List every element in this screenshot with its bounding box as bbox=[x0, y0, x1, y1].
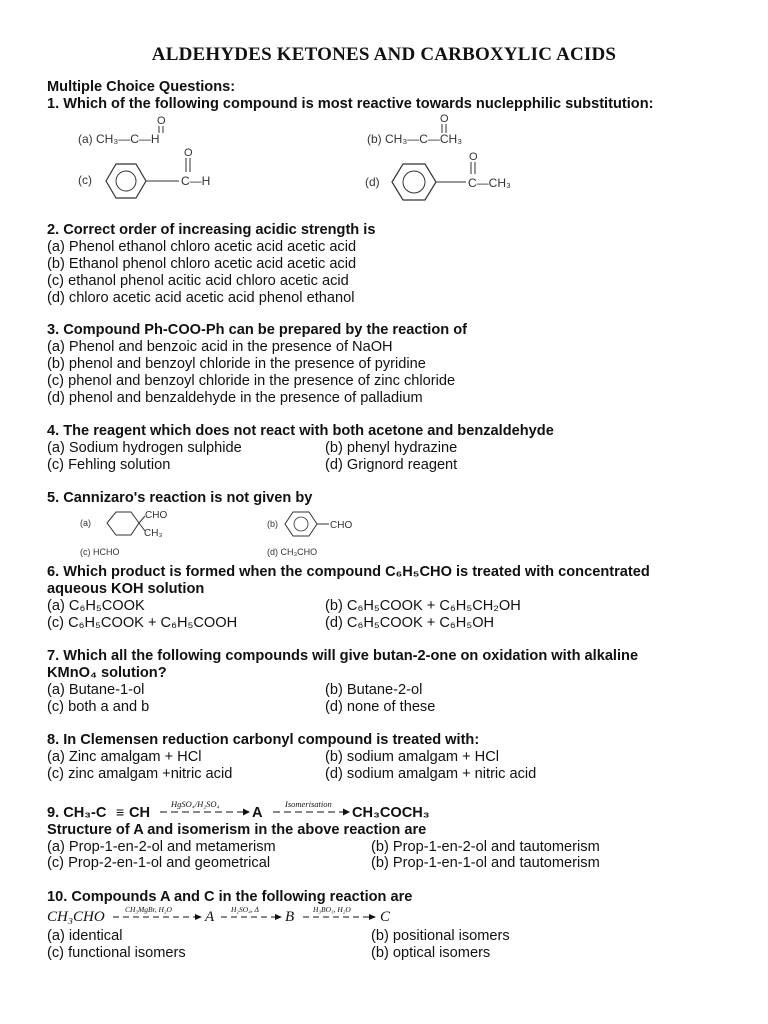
question-10-option: (b) optical isomers bbox=[371, 945, 491, 961]
question-7-stem: 7. Which all the following compounds will give butan-2-one on oxidation with alkaline bbox=[47, 648, 639, 664]
q10-compound-b: B bbox=[285, 909, 295, 925]
q10-arrowhead-3 bbox=[369, 914, 376, 920]
question-10-stem: 10. Compounds A and C in the following reaction are bbox=[47, 889, 413, 905]
question-6-option: (a) C₆H₅COOK bbox=[47, 598, 145, 614]
question-8-option: (c) zinc amalgam +nitric acid bbox=[47, 766, 233, 782]
q5-cyclohexane-ring bbox=[107, 512, 139, 535]
q10-compound-c: C bbox=[380, 909, 391, 925]
question-4-option: (a) Sodium hydrogen sulphide bbox=[47, 440, 242, 456]
question-10-option: (c) functional isomers bbox=[47, 945, 186, 961]
question-4-option: (d) Grignord reagent bbox=[325, 457, 458, 473]
q5-b-cho: CHO bbox=[330, 520, 353, 531]
q1-option-c-group: C—H bbox=[181, 174, 211, 188]
question-7-option: (b) Butane-2-ol bbox=[325, 682, 423, 698]
q9-reagent-2: Isomerisation bbox=[285, 799, 332, 809]
question-6-stem: 6. Which product is formed when the compound C₆H₅CHO is treated with concentrated bbox=[47, 564, 650, 580]
q9-reactant: 9. CH₃-C bbox=[47, 805, 107, 821]
q9-arrowhead-2 bbox=[343, 809, 350, 816]
q10-reagent-2: H₂SO₄, Δ bbox=[231, 905, 259, 914]
q9-reagent-1: HgSO₄/H₂SO₄ bbox=[171, 799, 220, 809]
q1-option-d-label: (d) bbox=[365, 175, 380, 189]
q1-oxygen-c: O bbox=[184, 147, 193, 159]
question-6-option: (c) C₆H₅COOK + C₆H₅COOH bbox=[47, 615, 238, 631]
q9-triple-bond: ≡ bbox=[116, 804, 125, 820]
question-6-stem-continued: aqueous KOH solution bbox=[47, 581, 205, 597]
q9-reactant-ch: CH bbox=[129, 805, 151, 821]
q1-option-b-formula: (b) CH₃—C—CH₃ bbox=[367, 132, 463, 146]
q5-a-cho: CHO bbox=[145, 510, 168, 521]
question-9-stem: Structure of A and isomerism in the above reaction are bbox=[47, 822, 427, 838]
q5-a-ch3: CH₃ bbox=[144, 528, 163, 539]
q10-arrowhead-2 bbox=[275, 914, 282, 920]
q10-reaction-scheme bbox=[47, 904, 407, 928]
question-2-option: (c) ethanol phenol acitic acid chloro acetic acid bbox=[47, 273, 349, 289]
question-7-option: (c) both a and b bbox=[47, 699, 150, 715]
q9-reaction-scheme bbox=[47, 796, 467, 824]
q5-option-c: (c) HCHO bbox=[80, 547, 120, 557]
q1-oxygen-b: O bbox=[440, 113, 449, 125]
question-6-option: (d) C₆H₅COOK + C₆H₅OH bbox=[325, 615, 495, 631]
question-10-option: (b) positional isomers bbox=[371, 928, 510, 944]
question-3-option: (b) phenol and benzoyl chloride in the presence of pyridine bbox=[47, 356, 426, 372]
q10-arrowhead-1 bbox=[195, 914, 202, 920]
question-2-option: (d) chloro acetic acid acetic acid phenol ethanol bbox=[47, 290, 355, 306]
q10-reagent-3: H₃BO₃, H₂O bbox=[313, 905, 351, 914]
question-3-option: (d) phenol and benzaldehyde in the presence of palladium bbox=[47, 390, 423, 406]
question-9-option: (b) Prop-1-en-2-ol and tautomerism bbox=[371, 839, 600, 855]
q1-oxygen-a: O bbox=[157, 115, 166, 127]
q5-benzene-ring-b bbox=[285, 512, 317, 536]
question-9-option: (c) Prop-2-en-1-ol and geometrical bbox=[47, 855, 271, 871]
q5-option-d: (d) CH₃CHO bbox=[267, 547, 318, 557]
question-7-option: (d) none of these bbox=[325, 699, 436, 715]
q10-reactant: CH₃CHO bbox=[47, 909, 105, 925]
q1-oxygen-d: O bbox=[469, 151, 478, 163]
question-2-stem: 2. Correct order of increasing acidic strength is bbox=[47, 222, 376, 238]
question-4-option: (b) phenyl hydrazine bbox=[325, 440, 458, 456]
question-3-option: (a) Phenol and benzoic acid in the presence of NaOH bbox=[47, 339, 393, 355]
question-2-option: (a) Phenol ethanol chloro acetic acid acetic acid bbox=[47, 239, 357, 255]
question-8-option: (a) Zinc amalgam + HCl bbox=[47, 749, 202, 765]
question-7-option: (a) Butane-1-ol bbox=[47, 682, 145, 698]
question-10-option: (a) identical bbox=[47, 928, 123, 944]
question-9-option: (b) Prop-1-en-1-ol and tautomerism bbox=[371, 855, 600, 871]
q1-structures-figure bbox=[62, 112, 592, 202]
q1-benzene-ring-c bbox=[106, 164, 146, 198]
page-title: ALDEHYDES KETONES AND CARBOXYLIC ACIDS bbox=[151, 44, 617, 65]
question-5-stem: 5. Cannizaro's reaction is not given by bbox=[47, 490, 313, 506]
question-4-option: (c) Fehling solution bbox=[47, 457, 171, 473]
section-heading: Multiple Choice Questions: bbox=[47, 79, 236, 95]
q5-option-b-label: (b) bbox=[267, 519, 278, 529]
q10-reagent-1: CH₃MgBr, H₂O bbox=[125, 905, 172, 914]
question-1-stem: 1. Which of the following compound is most reactive towards nuclepphilic substitution: bbox=[47, 96, 654, 112]
question-8-option: (d) sodium amalgam + nitric acid bbox=[325, 766, 537, 782]
q9-arrowhead-1 bbox=[243, 809, 250, 816]
q9-product: CH₃COCH₃ bbox=[352, 805, 430, 821]
q10-compound-a: A bbox=[205, 909, 215, 925]
q1-option-a-formula: (a) CH₃—C—H bbox=[78, 132, 160, 146]
q1-benzene-ring-d bbox=[392, 164, 436, 200]
q5-structures-figure bbox=[47, 505, 417, 563]
question-6-option: (b) C₆H₅COOK + C₆H₅CH₂OH bbox=[325, 598, 521, 614]
question-8-stem: 8. In Clemensen reduction carbonyl compound is treated with: bbox=[47, 732, 480, 748]
question-9-option: (a) Prop-1-en-2-ol and metamerism bbox=[47, 839, 276, 855]
question-7-stem-continued: KMnO₄ solution? bbox=[47, 665, 167, 681]
q9-intermediate: A bbox=[252, 805, 263, 821]
q1-option-d-group: C—CH₃ bbox=[468, 176, 511, 190]
question-8-option: (b) sodium amalgam + HCl bbox=[325, 749, 499, 765]
question-2-option: (b) Ethanol phenol chloro acetic acid acetic acid bbox=[47, 256, 357, 272]
question-3-stem: 3. Compound Ph-COO-Ph can be prepared by the reaction of bbox=[47, 322, 468, 338]
question-3-option: (c) phenol and benzoyl chloride in the presence of zinc chloride bbox=[47, 373, 456, 389]
q1-option-c-label: (c) bbox=[78, 173, 92, 187]
q5-option-a-label: (a) bbox=[80, 518, 91, 528]
question-4-stem: 4. The reagent which does not react with both acetone and benzaldehyde bbox=[47, 423, 554, 439]
